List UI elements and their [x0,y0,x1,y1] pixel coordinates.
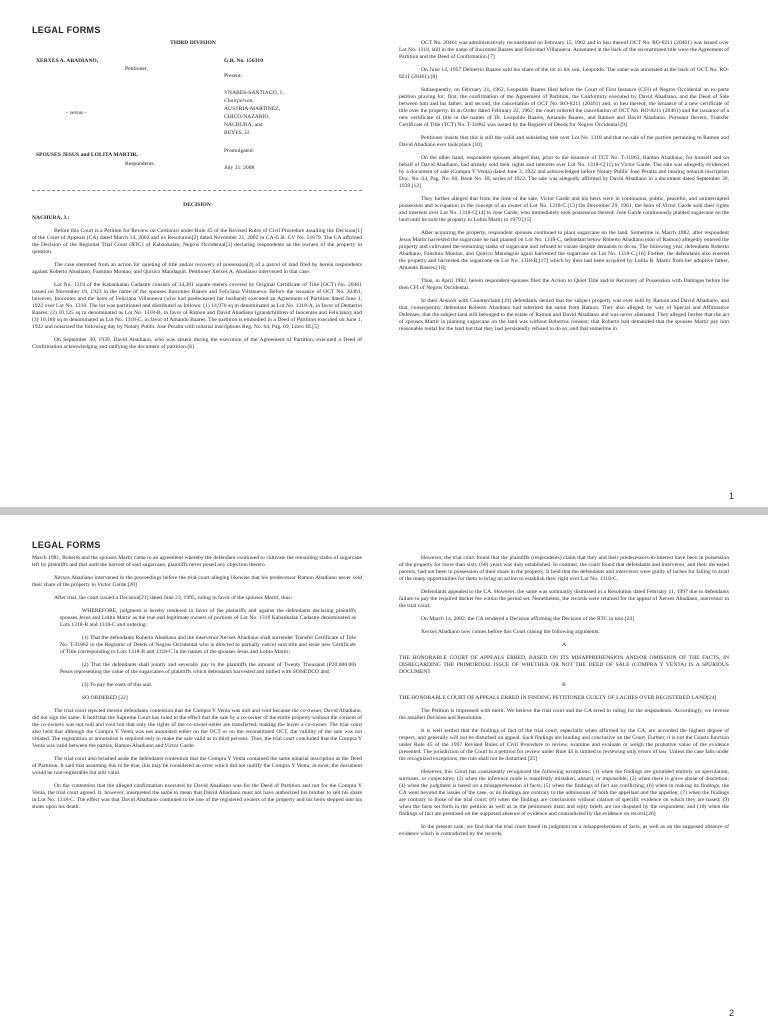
division: THIRD DIVISION [170,40,216,46]
petitioner-role: Petitioner, [125,66,148,72]
present-label: Present: [224,73,243,79]
paragraph: The case stemmed from an action for quieting of title and/or recovery of possession[4] of a parcel of land filed by herein respondents against Roberto Abadiano, Faustino Montao, and Quirico Mandaguit. Petitioner Xerxes A. Abadiano intervened in that case. [32,262,362,275]
page-gap [0,507,768,515]
justice-6: REYES, JJ. [224,130,251,136]
justice-3: AUSTRIA-MARTINEZ, [224,106,281,112]
justice-5: NACHURA, and [224,122,263,128]
petitioner-name: XERXES A. ABADIANO, [36,58,99,64]
quoted-closing: SO ORDERED.[22] [82,695,128,701]
paragraph: Xerxes Abadiano intervened in the proceedings before the trial court alleging likewise that his predecessor Ramon Abadiano never sold their share of the property to Victor Garde.[20] [32,575,362,588]
quoted-dispositive: WHEREFORE, judgment is hereby rendered in favor of the plaintiffs and against the defendants declaring plaintiffs spouses Jesus and Lolita Martir as the true and legitimate owners of portions of Lot No. 1318 Kabankalan Cadastre denominated as Lots 1318-B and 1318-C and ordering: [60,608,356,628]
paragraph: Petitioner insists that this is still the valid and subsisting title over Lot No. 1318 and that no sale of the portion pertaining to Ramon and David Abadiano ever took place.[10] [399,135,729,148]
page-number: 1 [728,491,734,501]
paragraph: On June 14, 1957 Demetrio Baares sold his share of the lot to his son, Leopoldo. The same was annotated at the back of OCT No. RO-8211 (20461).[8] [399,67,729,80]
paragraph: Subsequently, on February 21, 1962, Leopoldo Baares filed before the Court of First Instance (CFI) of Negros Occidental an ex-parte petition praying for: first, the confirmation of the Agreement of Partition, the Conformity executed by David Abadiano, and the Deed of Sale between him and his father; and second, the cancellation of OCT No. RO-8211 (20461) and, in lieu thereof, the issuance of a new certificate of title over the property. In an Order dated February 22, 1962, the court ordered the cancellation of OCT No. RO-8211 (20461) and the issuance of a new certificate of title in the names of Dr. Leopoldo Baares, Amando Baares, and Ramon and David Abadiano. Pursuant thereto, Transfer Certificate of Title (TCT) No. T-31862 was issued by the Register of Deeds for Negros Occidental.[9] [399,87,729,128]
respondent-role: Respondents. [125,161,155,167]
paragraph: On the contention that the alleged confirmation executed by David Abadiano was for the Deed of Partition and not for the Compra Y Venta, the trial court agreed. It, however, interpreted the same to mean that David Abadiano must not have authorized his brother to sell his share in Lot No. 1318-C. The effect was that David Abadiano continued to be one of the registered owners of the property and his heirs stepped into his shoes upon his death. [32,783,362,810]
paragraph: On the other hand, respondent spouses alleged that, prior to the issuance of TCT No. T-31862, Ramon Abadiano, for himself and on behalf of David Abadiano, had already sold their rights and interests over Lot No. 1318-C[11] to Victor Garde. The sale was allegedly evidenced by a document of sale (Compra Y Venta) dated June 3, 1922 and acknowledged before Notary Public Jose Peralta and bearing notarial inscription Doc. No. 64, Pag. No. 60, Book No. III, series of 1922. The sale was allegedly affirmed by David Abadiano in a document dated September 30, 1939.[12] [399,155,729,189]
paragraph: On September 30, 1939, David Abadiano, who was absent during the execution of the Agreement of Partition, executed a Deed of Confirmation acknowledging and ratifying the document of partition.[6] [32,337,362,350]
paragraph: Thus, in April 1982, herein respondent-spouses filed the Action to Quiet Title and/or Recovery of Possession with Damages before the then CFI of Negros Occidental. [399,278,729,291]
paragraph: It is well settled that the findings of fact of the trial court, especially when affirmed by the CA, are accorded the highest degree of respect, and generally will not be disturbed on appeal. Such findings are binding and conclusive on the Court. Further, it is not the Courts function under Rule 45 of the 1997 Revised Rules of Civil Procedure to review, examine and evaluate or weigh the probative value of the evidence presented. The jurisdiction of the Court in a petition for review under Rule 45 is limited to reviewing only errors of law. Unless the case falls under the recognized exceptions, the rule shall not be disturbed.[25] [399,728,729,762]
justice-2: Chairperson, [224,98,254,104]
argument-text: THE HONORABLE COURT OF APPEALS ERRED IN FINDING PETITIONER GUILTY OF LACHES OVER REGISTERED LAND[24] [399,695,717,701]
paragraph: They further alleged that from the time of the sale, Victor Garde and his heirs were in continuous, public, peaceful, and uninterrupted possession and occupation in the concept of an owner of Lot No. 1318-C.[13] On December 29, 1961, the heirs of Victor Garde sold their rights and interests over Lot No. 1318-C[14] to Jose Garde, who immediately took possession thereof. Jose Garde continuously planted sugarcane on the land until he sold the property to Lolita Martir in 1979.[15] [399,196,729,223]
versus: - versus - [66,110,87,116]
paragraph: Xerxes Abadiano now comes before this Court raising the following arguments: [421,629,600,635]
paragraph: Defendants appealed to the CA. However, the same was summarily dismissed in a Resolution dated February 11, 1997 due to defendants failure to pay the required docket fee within the period set. Nonetheless, the records were retained for the appeal of Xerxes Abadiano, intervenor in the trial court. [399,589,729,609]
paragraph: March 1981, Roberto and the spouses Martir came to an agreement whereby the defendant continued to cultivate the remaining stalks of sugarcane left by plaintiffs and that until the harvest of said sugarcane, plaintiffs never posed any objection thereto. [32,555,362,568]
paragraph: OCT No. 20461 was administratively reconstituted on February 15, 1962 and in lieu thereof OCT No. RO-8211 (20461) was issued over Lot No. 1318, still in the name of Inocentes Baares and Felicidad Villanueva. Annotated at the back of the reconstituted title were the Agreement of Partition and the Deed of Confirmation.[7] [399,40,729,60]
page1-left-column [32,40,362,357]
paragraph: On March 14, 2002, the CA rendered a Decision affirming the Decision of the RTC in toto.[23] [421,616,635,622]
caption-divider [32,190,362,192]
justice-4: CHICO-NAZARIO, [224,114,270,120]
respondent-name: SPOUSES JESUS and LOLITA MARTIR, [36,152,138,158]
paragraph: After acquiring the property, respondent spouses continued to plant sugarcane on the land. Sometime in March 1982, after respondent Jesus Martir harvested the sugarcane he had planted on Lot No. 1318-C, defendant below Roberto Abadiano (son of Ramon) allegedly entered the property and cultivated the remaining stalks of sugarcane and refused to vacate despite demands to do so. The following year, defendants Roberto Abadiano, Faustino Montao, and Quirico Mandaguit again harvested the sugarcane on Lot No. 1318-C.[16] Further, the defendants also entered the property and harvested the sugarcane on Lot No. 1318-B,[17] which by then had been acquired by Lolita B. Martir from her adoptive father, Amando Baares.[18] [399,230,729,271]
promulgated-label: Promulgated: [224,148,255,154]
promulgation-date: July 31, 2008 [224,165,255,171]
paragraph: However, the trial court found that the plaintiffs (respondents) claim that they and their predecessors-in-interest have been in possession of the property for more than sixty (60) years was duly established. In contrast, the court found that defendants and intervenor, and their deceased parents, had not been in possession of their share in the property. It held that the defendants and intervenor were guilty of laches for failing to avail of the many opportunities for them to bring an action to establish their right over Lot No. 1318-C. [399,555,729,582]
gr-number: G.R. No. 156310 [224,58,264,64]
page2-left-column [32,555,362,817]
page-header: LEGAL FORMS [32,25,101,35]
paragraph: The Petition is impressed with merit. We believe the trial court and the CA erred in ruling for the respondents. Accordingly, we reverse the assailed Decision and Resolution. [399,708,729,721]
justice-1: YNARES-SANTIAGO, J., [224,90,285,96]
argument-label: B [562,682,566,688]
paragraph: Lot No. 1318 of the Kabankalan Cadastre consists of 34,281 square meters covered by Original Certificate of Title (OCT) No. 20461 issued on November 19, 1923 in the name of the spouses Inocentes Baares and Feliciana Villanueva. Before the issuance of OCT No. 20461, however, Inocentes and the heirs of Feliciana Villanueva (who had predeceased her husband) executed an Agreement of Partition dated June 1, 1922 over Lot No. 1318. The lot was partitioned and distributed as follows: (1) 14,976 sq m denominated as Lot No. 1318-A, in favor of Demetrio Baares; (2) 10,125 sq m denominated as Lot No. 1318-B, in favor of Ramon and David Abadiano (grandchildren of Inocentes and Feliciana); and (3) 10,180 sq m denominated as Lot No. 1318-C, in favor of Amando Baares. The partition is embodied in a Deed of Partition executed on June 1, 1922 and notarized the following day by Notary Public Jose Peralta with notarial inscriptions Reg. No. 64, Pag. 69, Libro III.[5] [32,282,362,330]
case-caption [32,40,362,188]
page-header: LEGAL FORMS [32,540,101,550]
paragraph: In the present case, we find that the trial court based its judgment on a misapprehension of facts, as well as on the supposed absence of evidence which is contradicted by the records. [399,824,729,837]
ponente: NACHURA, J.: [32,215,70,221]
page2-right-column [399,555,729,844]
argument-label: A [561,642,567,648]
page-2 [0,515,768,1024]
argument-text: THE HONORABLE COURT OF APPEALS ERRED, BASED ON ITS MISAPPREHENSION AND/OR OMISSION OF THE FACTS, IN DISREGARDING THE PRIMORDIAL ISSUE OF WHETHER OR NOT THE DEED OF SALE (COMPRA Y VENTA) IS A SPURIOUS DOCUMENT [399,655,729,675]
decision-heading: DECISION [183,202,211,208]
page-number: 2 [728,1008,734,1018]
paragraph: In their Answer with Counterclaim,[19] defendants denied that the subject property was ever sold by Ramon and David Abadiano, and that, consequently, defendant Roberto Abadiano had inherited the same from Ramon. They also alleged, by way of Special and Affirmative Defenses, that the subject land still belonged to the estate of Ramon and David Abadiano and was never alienated. They alleged further that the act of spouses Martir in planting sugarcane on the land was without Robertos consent; that Roberto had demanded that the spouses Martir pay him reasonable rental for the land but that they had persistently refused to do so; and that sometime in [399,298,729,332]
paragraph: After trial, the court issued a Decision[21] dated June 23, 1995, ruling in favor of the spouses Martir, thus: [54,595,293,601]
quoted-item: (2) That the defendants shall jointly and severally pay to the plaintiffs the amount of Twenty Thousand (P20,000.00) Pesos representing the value of the sugarcanes of plaintiffs which defendants harvested and milled with SONEDCO and; [60,662,356,675]
quoted-item: (1) That the defendants Roberto Abadiano and the intervenor Xerxes Abadiano shall surrender Transfer Certificate of Title No. T-31862 to the Registrar of Deeds of Negros Occidental who is directed to partially cancel said title and issue new Certificate of Title corresponding to Lots 1318-B and 1318-C in the names of the spouses Jesus and Lolita Martir; [60,635,356,655]
paragraph: Before this Court is a Petition for Review on Certiorari under Rule 45 of the Revised Rules of Civil Procedure assailing the Decision[1] of the Court of Appeals (CA) dated March 14, 2002 and its Resolution[2] dated November 21, 2002 in CA-G.R. CV No. 51679. The CA affirmed the Decision of the Regional Trial Court (RTC) of Kabankalan, Negros Occidental[3] declaring respondents as the owners of the property in question. [32,228,362,255]
page-1 [0,0,768,507]
page1-right-column [399,40,729,339]
paragraph: However, this Court has consistently recognized the following exceptions: (1) when the findings are grounded entirely on speculation, surmises, or conjectures; (2) when the inference made is manifestly mistaken, absurd, or impossible; (3) when there is grave abuse of discretion; (4) when the judgment is based on a misapprehension of facts; (5) when the findings of fact are conflicting; (6) when in making its findings, the CA went beyond the issues of the case, or its findings are contrary to the admissions of both the appellant and the appellee; (7) when the findings are contrary to those of the trial court; (8) when the findings are conclusions without citation of specific evidence on which they are based; (9) when the facts set forth in the petition as well as in the petitioners main and reply briefs are not disputed by the respondent; and (10) when the findings of fact are premised on the supposed absence of evidence and contradicted by the evidence on record.[26] [399,769,729,817]
quoted-item: (3) To pay the costs of this suit. [82,682,153,688]
paragraph: The trial court also brushed aside the defendants contention that the Compra Y Venta contained the same notarial inscription as the Deed of Partition. It said that assuming this to be true, this may be considered an error which did not nullify the Compra Y Venta; at most, the document would be non-registrable but still valid. [32,756,362,776]
paragraph: The trial court rejected therein defendants contention that the Compra Y Venta was null and void because the co-owner, David Abadiano, did not sign the same. It held that the Supreme Court has ruled to the effect that the sale by a co-owner of the entire property without the consent of the co-owners was not null and void but that only the rights of the co-owner-seller are transferred, making the buyer a co-owner. The trial court also held that although the Compra Y Venta was not annotated either on the OCT or on the reconstituted OCT, the validity of the sale was not vitiated. The registration or annotation is required only to make the sale valid as to third persons. Thus, the trial court concluded that the Compra Y Venta was valid between the parties, Ramon Abadiano and Victor Garde. [32,708,362,749]
